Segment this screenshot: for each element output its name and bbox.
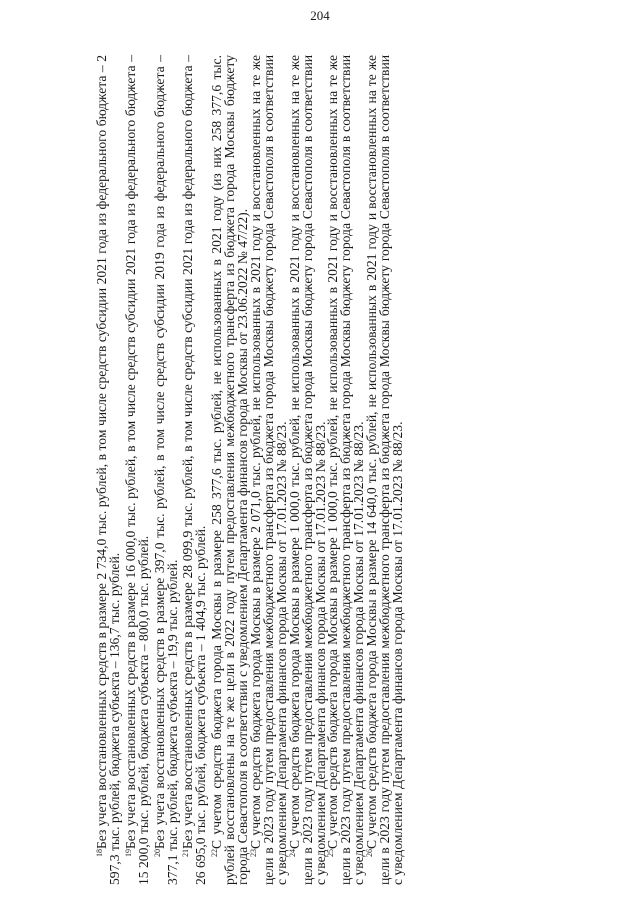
footnote-19	[122, 55, 151, 885]
footnote-text: С учетом средств бюджета города Москвы в размере 1 000,0 тыс. рублей, не использованных в 2021 году и восстановленных на те же цели в 2023 году путем предоставления межбюджетного трансферта из бюджета города Москвы бюджету города Севастополя в соответствии с уведомлением Департамента финансов города Москвы от 17.01.2023 № 88/23.	[286, 55, 328, 885]
footnotes-block	[96, 55, 405, 885]
footnote-text: С учетом средств бюджета города Москвы в размере 258 377,6 тыс. рублей, не использованных в 2021 году (из них 258 377,6 тыс. рублей восстановлены на те же цели в 2022 году путем предоставления межбюджетного трансферта из бюджета города Москвы бюджету города Севастополя в соответствии с уведомлением Департамента финансов города Москвы от 23.06.2022 № 47/22).	[209, 55, 251, 885]
footnote-26	[366, 55, 405, 885]
page-number: 204	[310, 8, 330, 23]
footnote-number: 19	[123, 849, 133, 857]
footnote-number: 25	[326, 849, 336, 857]
footnote-number: 18	[95, 849, 104, 857]
footnote-text: С учетом средств бюджета города Москвы в размере 1 000,0 тыс. рублей, не использованных в 2021 году и восстановленных на те же цели в 2023 году путем предоставления межбюджетного трансферта из бюджета города Москвы бюджету города Севастополя в соответствии с уведомлением Департамента финансов города Москвы от 17.01.2023 № 88/23.	[325, 55, 367, 885]
footnote-text: Без учета восстановленных средств в размере 397,0 тыс. рублей, в том числе средств субсидии 2019 года из федерального бюджета – 377,1 тыс. рублей, бюджета субъекта – 19,9 тыс. рублей.	[151, 55, 180, 885]
footnote-20	[151, 55, 180, 885]
footnote-text: Без учета восстановленных средств в размере 28 099,9 тыс. рублей, в том числе средств субсидии 2021 года из федерального бюджета – 26 695,0 тыс. рублей, бюджета субъекта – 1 404,9 тыс. рублей.	[180, 55, 209, 885]
footnote-24	[286, 55, 328, 885]
footnote-number: 26	[365, 849, 375, 857]
footnote-number: 22	[210, 849, 220, 857]
footnote-number: 23	[248, 849, 258, 857]
footnote-18	[96, 55, 122, 885]
footnote-23	[247, 55, 289, 885]
footnote-number: 20	[152, 849, 162, 857]
footnote-text: Без учета восстановленных средств в размере 16 000,0 тыс. рублей, в том числе средств субсидии 2021 года из федерального бюджета – 15 200,0 тыс. рублей, бюджета субъекта – 800,0 тыс. рублей.	[122, 55, 151, 885]
footnote-22	[211, 55, 250, 885]
footnote-21	[182, 55, 208, 885]
footnote-text: С учетом средств бюджета города Москвы в размере 14 640,0 тыс. рублей, не использованных в 2021 году и восстановленных на те же цели в 2023 году путем предоставления межбюджетного трансферта из бюджета города Москвы бюджету города Севастополя в соответствии с уведомлением Департамента финансов города Москвы от 17.01.2023 № 88/23.	[364, 55, 405, 885]
footnote-25	[327, 55, 366, 885]
footnote-text: С учетом средств бюджета города Москвы в размере 2 071,0 тыс. рублей, не использованных в 2021 году и восстановленных на те же цели в 2023 году путем предоставления межбюджетного трансферта из бюджета города Москвы бюджету города Севастополя в соответствии с уведомлением Департамента финансов города Москвы от 17.01.2023 № 88/23.	[247, 55, 289, 885]
footnote-number: 21	[181, 849, 191, 857]
footnote-text: Без учета восстановленных средств в размере 2 734,0 тыс. рублей, в том числе средств субсидии 2021 года из федерального бюджета – 2 597,3 тыс. рублей, бюджета субъекта – 136,7 тыс. рублей.	[94, 55, 122, 885]
footnote-number: 24	[287, 849, 297, 857]
